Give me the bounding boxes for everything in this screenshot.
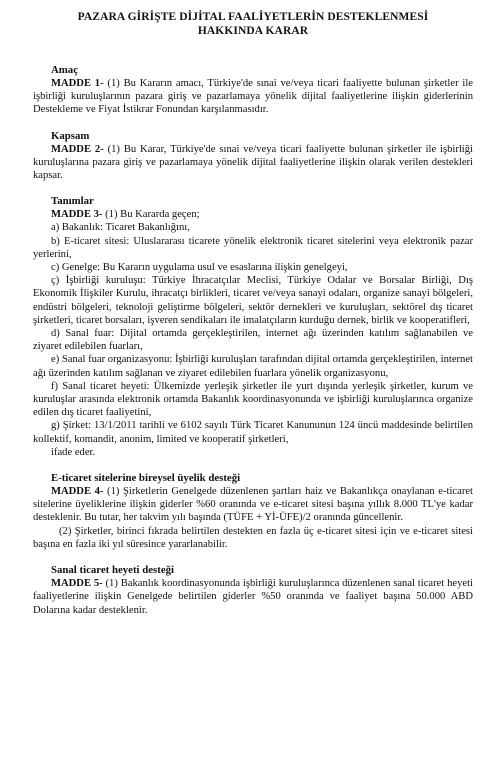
article-5-label: MADDE 5-	[51, 578, 103, 590]
article-3-intro-text: (1) Bu Kararda geçen;	[102, 209, 200, 221]
title-line-1: PAZARA GİRİŞTE DİJİTAL FAALİYETLERİN DESTEKLENMESİ	[77, 11, 429, 23]
article-5-text: (1) Bakanlık koordinasyonunda işbirliği kuruluşlarınca düzenlenen sanal ticaret heyeti faaliyetlerine ilişkin Genelgede belirtilen giderler %50 oranında ve faaliyet başına 50.000 ABD Dolarına kadar desteklenir.	[33, 578, 473, 616]
definition-item: f) Sanal ticaret heyeti: Ülkemizde yerleşik şirketler ile yurt dışında yerleşik şirketler, kurum ve kuruluşlar arasında elektronik ortamda Bakanlık koordinasyonunda ve işbirliği kuruluşlarınca organize edilen dış ticaret faaliyetini,	[33, 380, 473, 419]
section-heading-eticaret: E-ticaret sitelerine bireysel üyelik desteği	[51, 472, 241, 485]
article-2	[33, 143, 473, 183]
definition-item: ç) İşbirliği kuruluşu: Türkiye İhracatçılar Meclisi, Türkiye Odalar ve Borsalar Birliği, Dış Ekonomik İlişkiler Kurulu, ihracatçı birlikleri, ticaret ve/veya sanayi odaları, organize sanayi bölgeleri, endüstri bölgeleri, teknoloji geliştirme bölgeleri, sektör dernekleri ve kuruluşları, sektörel dış ticaret şirketleri, ticaret borsaları, işveren sendikaları ile imalatçıların kurduğu dernek, birlik ve kooperatifleri,	[33, 275, 473, 326]
section-heading-amac: Amaç	[51, 64, 78, 76]
definition-item: e) Sanal fuar organizasyonu: İşbirliği kuruluşları tarafından dijital ortamda gerçekleştirilen, internet ağı üzerinden katılım sağlanan ve ziyaret edilebilen fuarlara yönelik organizasyonu,	[33, 354, 473, 379]
definition-item: a) Bakanlık: Ticaret Bakanlığını,	[51, 222, 190, 234]
definition-closing: ifade eder.	[51, 446, 96, 458]
article-4-p1-text: (1) Şirketlerin Genelgede düzenlenen şartları haiz ve Bakanlıkça onaylanan e-ticaret sitelerine üyeliklerine ilişkin giderler %60 oranında ve e-ticaret sitesi başına yıllık 8.000 TL'ye kadar desteklenir. Bu tutar, her takvim yılı başında (TÜFE + Yİ-ÜFE)/2 oranında güncellenir.	[33, 486, 473, 524]
section-kapsam	[33, 130, 473, 183]
section-amac	[33, 64, 473, 117]
article-3-label: MADDE 3-	[51, 209, 103, 221]
section-eticaret	[33, 472, 473, 551]
section-heyet	[33, 564, 473, 617]
article-4-p2: (2) Şirketler, birinci fıkrada belirtilen destekten en fazla üç e-ticaret sitesi için ve e-ticaret sitesi başına en fazla iki yıl süresince yararlanabilir.	[33, 525, 473, 550]
section-heading-heyet: Sanal ticaret heyeti desteği	[51, 564, 175, 577]
section-tanimlar	[33, 195, 473, 459]
article-4-label: MADDE 4-	[51, 486, 104, 498]
article-2-label: MADDE 2-	[51, 143, 104, 155]
definition-item: d) Sanal fuar: Dijital ortamda gerçekleştirilen, internet ağı üzerinden katılım sağlanabilen ve ziyaret edilebilen fuarları,	[33, 328, 473, 353]
definition-item: c) Genelge: Bu Kararın uygulama usul ve esaslarına ilişkin genelgeyi,	[51, 262, 348, 274]
article-1-label: MADDE 1-	[51, 78, 104, 89]
article-1-text: (1) Bu Kararın amacı, Türkiye'de sınai ve/veya ticari faaliyette bulunan şirketler ile işbirliği kuruluşlarının pazara giriş ve pazarlamaya yönelik dijital faaliyetlerine ilişkin giderlerinin Destekleme ve Fiyat İstikrar Fonundan karşılanmasıdır.	[33, 78, 473, 116]
definition-item: g) Şirket: 13/1/2011 tarihli ve 6102 sayılı Türk Ticaret Kanununun 124 üncü maddesinde belirtilen kollektif, komandit, anonim, limited ve kooperatif şirketleri,	[33, 420, 473, 445]
title-line-2: HAKKINDA KARAR	[197, 25, 309, 37]
article-5	[33, 577, 473, 617]
section-heading-tanimlar: Tanımlar	[51, 195, 94, 208]
article-2-text: (1) Bu Karar, Türkiye'de sınai ve/veya ticari faaliyette bulunan şirketler ile işbirliği kuruluşlarına pazara giriş ve pazarlamaya yönelik dijital faaliyetlerine ilişkin olarak verilen destekleri kapsar.	[33, 143, 473, 182]
document-title	[33, 10, 473, 38]
article-3-intro	[33, 208, 473, 221]
section-heading-kapsam: Kapsam	[51, 129, 90, 142]
definition-item: b) E-ticaret sitesi: Uluslararası ticarete yönelik elektronik ticaret sitelerini veya elektronik pazar yerlerini,	[33, 235, 473, 260]
article-4-p1	[33, 485, 473, 525]
article-1	[33, 77, 473, 117]
